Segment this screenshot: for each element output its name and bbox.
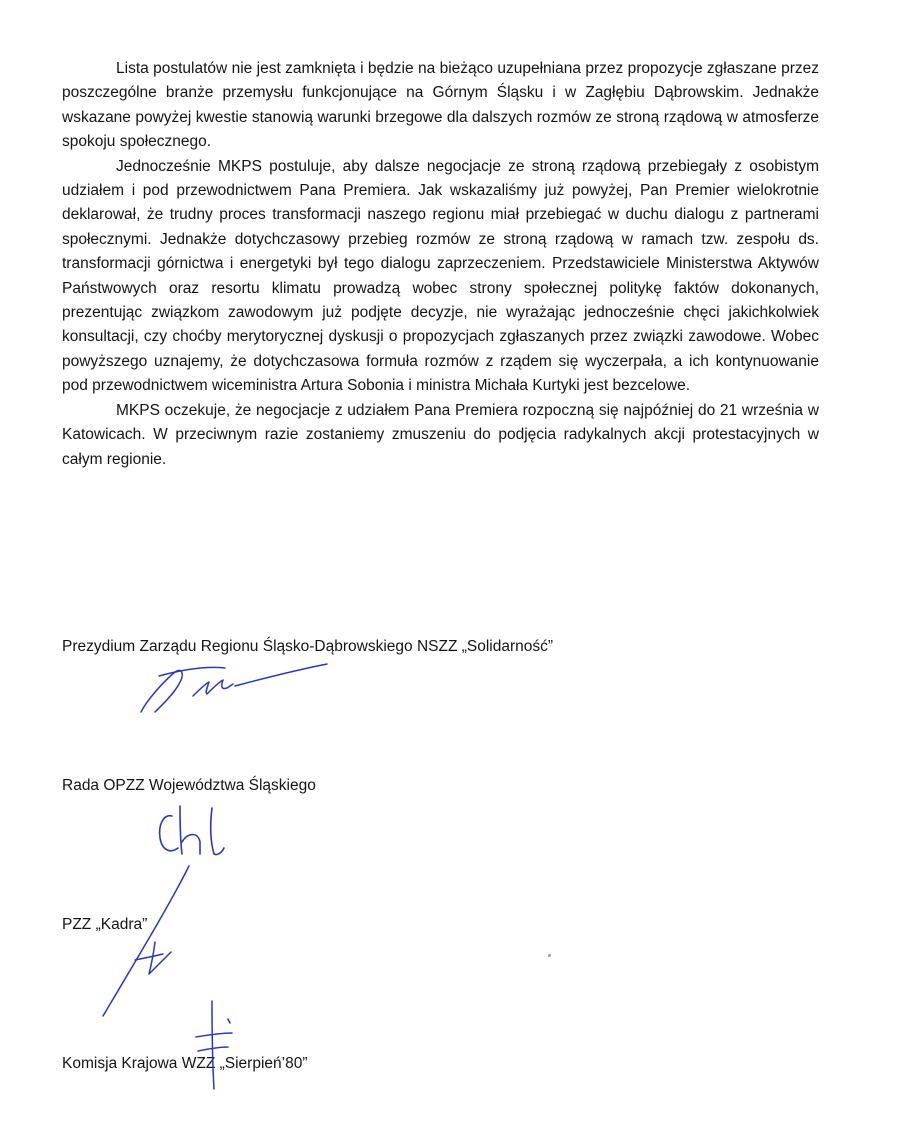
signatory-opzz-label: Rada OPZZ Województwa Śląskiego <box>62 777 316 794</box>
paragraph: Jednocześnie MKPS postuluje, aby dalsze negocjacje ze stroną rządową przebiegały z osobistym udziałem i pod przewodnictwem Pana Premiera. Jak wskazaliśmy już powyżej, Pan Premier wielokrotnie deklarował, że trudny proces transformacji naszego regionu miał przebiegać w duchu dialogu z partnerami społecznymi. Jednakże dotychczasowy przebieg rozmów ze stroną rządową w ramach tzw. zespołu ds. transformacji górnictwa i energetyki był tego dialogu zaprzeczeniem. Przedstawiciele Ministerstwa Aktywów Państwowych oraz resortu klimatu prowadzą wobec strony społecznej politykę faktów dokonanych, prezentując związkom zawodowym już podjęte decyzje, nie wyrażając jednocześnie chęci jakichkolwiek konsultacji, czy choćby merytorycznej dyskusji o propozycjach zgłaszanych przez związki zawodowe. Wobec powyższego uznajemy, że dotychczasowa formuła rozmów z rządem się wyczerpała, a ich kontynuowanie pod przewodnictwem wiceministra Artura Sobonia i ministra Michała Kurtyki jest bezcelowe. <box>62 157 819 395</box>
paragraph: Lista postulatów nie jest zamknięta i będzie na bieżąco uzupełniana przez propozycje zgłaszane przez poszczególne branże przemysłu funkcjonujące na Górnym Śląsku i w Zagłębiu Dąbrowskim. Jednakże wskazane powyżej kwestie stanowią warunki brzegowe dla dalszych rozmów ze stroną rządową w atmosferze spokoju społecznego. <box>62 60 819 151</box>
signatory-solidarnosc-label: Prezydium Zarządu Regionu Śląsko-Dąbrowskiego NSZZ „Solidarność” <box>62 638 554 655</box>
signatory-sierpien-label: Komisja Krajowa WZZ „Sierpień’80” <box>62 1055 308 1072</box>
paper-speck <box>548 954 551 957</box>
signature-sierpien <box>190 995 250 1095</box>
signature-kadra <box>95 862 205 1022</box>
paragraph: MKPS oczekuje, że negocjacje z udziałem Pana Premiera rozpoczną się najpóźniej do 21 września w Katowicach. W przeciwnym razie zostaniemy zmuszeniu do podjęcia radykalnych akcji protestacyjnych w całym regionie. <box>62 401 819 468</box>
signature-opzz <box>150 802 240 862</box>
signature-solidarnosc <box>135 660 335 720</box>
signatory-kadra-label: PZZ „Kadra” <box>62 916 148 933</box>
letter-body <box>62 57 819 472</box>
